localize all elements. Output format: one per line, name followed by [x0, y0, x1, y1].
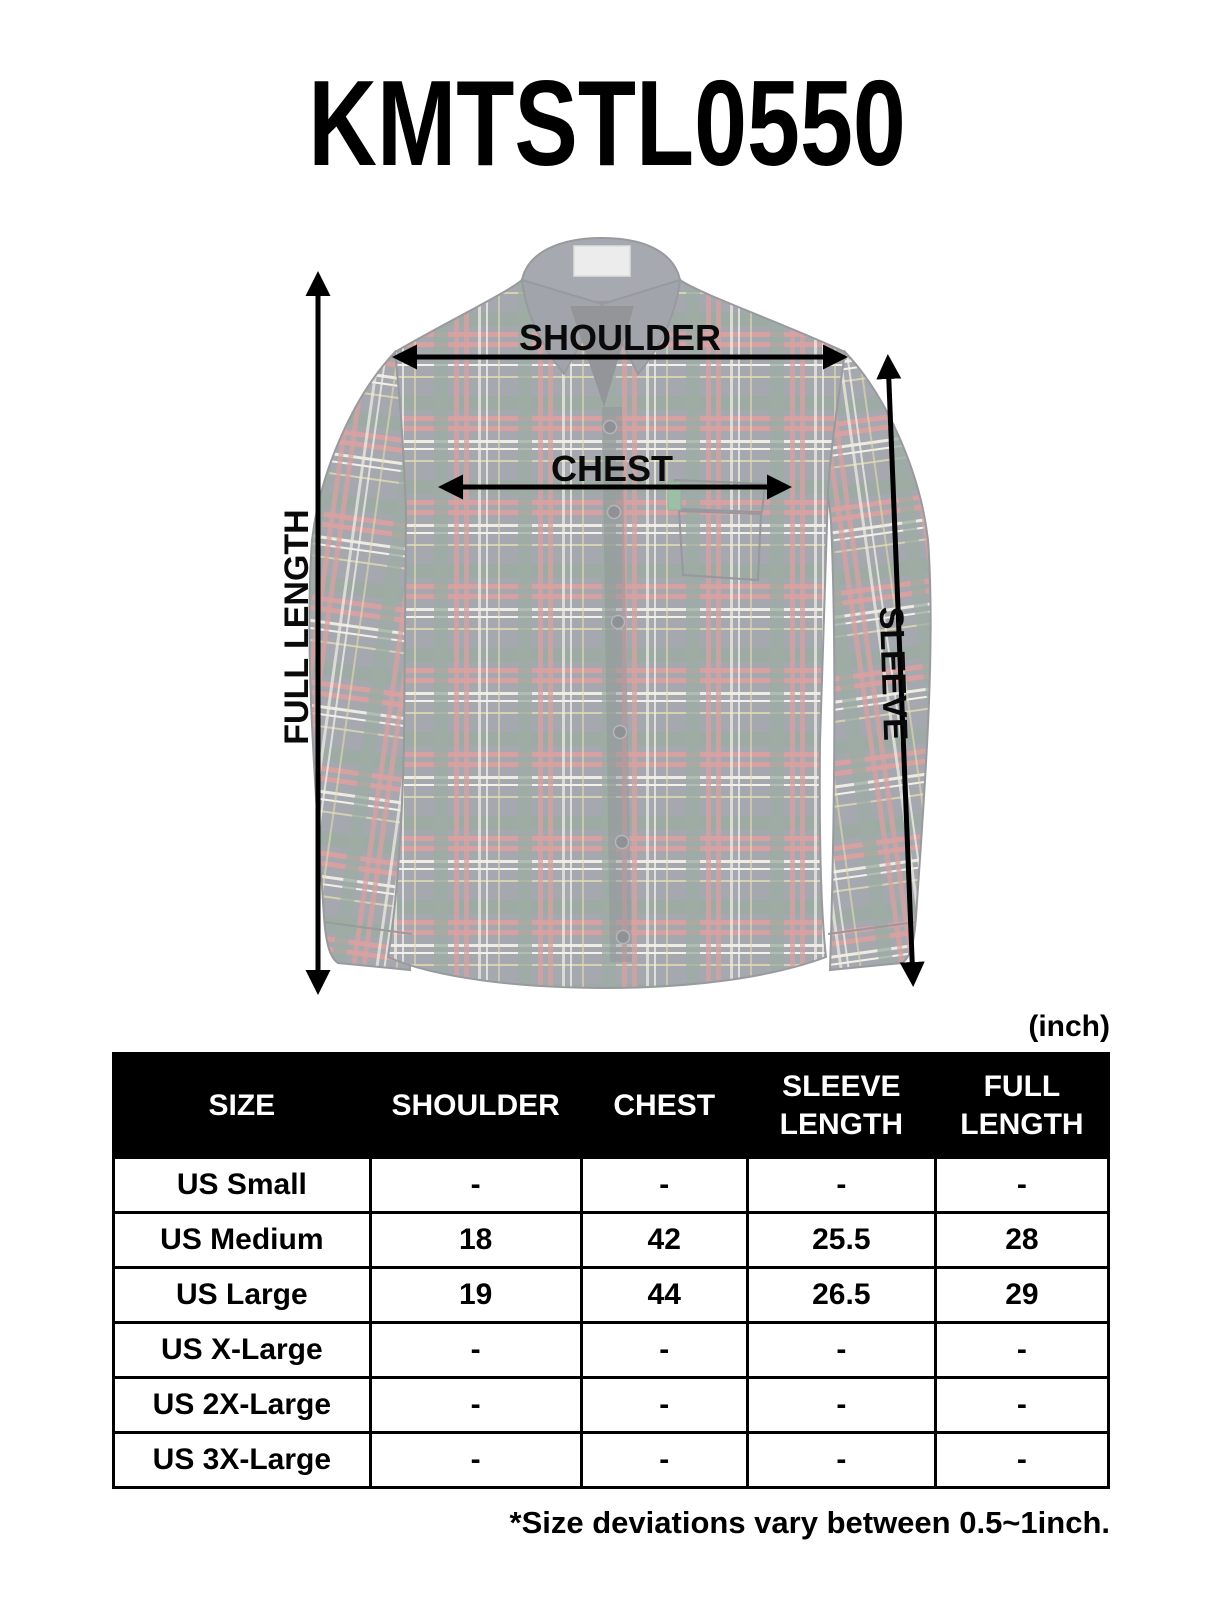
- page-title: KMTSTL0550: [308, 55, 906, 191]
- value-cell: 42: [581, 1213, 747, 1268]
- value-cell: -: [370, 1158, 581, 1213]
- table-row-us-medium: [114, 1213, 1109, 1268]
- size-cell: US 2X-Large: [114, 1378, 371, 1433]
- value-cell: -: [581, 1433, 747, 1488]
- value-cell: -: [370, 1323, 581, 1378]
- value-cell: -: [747, 1378, 935, 1433]
- value-cell: -: [935, 1433, 1108, 1488]
- size-cell: US Small: [114, 1158, 371, 1213]
- value-cell: 25.5: [747, 1213, 935, 1268]
- page-title-wrap: [0, 55, 1214, 191]
- shoulder-label: SHOULDER: [518, 317, 722, 358]
- value-cell: -: [370, 1433, 581, 1488]
- table-row-us-3x-large: [114, 1433, 1109, 1488]
- value-cell: 44: [581, 1268, 747, 1323]
- full-length-label: FULL LENGTH: [278, 509, 316, 745]
- value-cell: -: [935, 1378, 1108, 1433]
- value-cell: -: [747, 1158, 935, 1213]
- value-cell: 18: [370, 1213, 581, 1268]
- collar-care-tag: [574, 246, 630, 276]
- size-cell: US X-Large: [114, 1323, 371, 1378]
- table-row-us-small: [114, 1158, 1109, 1213]
- table-row-us-2x-large: [114, 1378, 1109, 1433]
- value-cell: -: [581, 1378, 747, 1433]
- value-cell: -: [935, 1158, 1108, 1213]
- value-cell: -: [747, 1323, 935, 1378]
- value-cell: -: [581, 1323, 747, 1378]
- size-table-header-row: [114, 1054, 1109, 1158]
- value-cell: -: [370, 1378, 581, 1433]
- shirt-measurement-diagram: [260, 222, 960, 1022]
- size-cell: US Large: [114, 1268, 371, 1323]
- header-cell-size: SIZE: [114, 1054, 371, 1158]
- table-row-us-x-large: [114, 1323, 1109, 1378]
- header-cell-full-length: FULL LENGTH: [935, 1054, 1108, 1158]
- value-cell: -: [935, 1323, 1108, 1378]
- table-row-us-large: [114, 1268, 1109, 1323]
- chest-label: CHEST: [550, 448, 674, 489]
- value-cell: -: [747, 1433, 935, 1488]
- value-cell: 26.5: [747, 1268, 935, 1323]
- sleeve-label: SLEEVE: [871, 605, 915, 742]
- unit-label: (inch): [1028, 1010, 1110, 1043]
- size-table: [112, 1052, 1110, 1489]
- header-cell-chest: CHEST: [581, 1054, 747, 1158]
- value-cell: -: [581, 1158, 747, 1213]
- value-cell: 19: [370, 1268, 581, 1323]
- size-cell: US Medium: [114, 1213, 371, 1268]
- header-cell-sleeve-length: SLEEVE LENGTH: [747, 1054, 935, 1158]
- size-cell: US 3X-Large: [114, 1433, 371, 1488]
- header-cell-shoulder: SHOULDER: [370, 1054, 581, 1158]
- value-cell: 29: [935, 1268, 1108, 1323]
- size-deviation-note: *Size deviations vary between 0.5~1inch.: [509, 1505, 1110, 1540]
- shirt-pocket: [679, 511, 761, 580]
- value-cell: 28: [935, 1213, 1108, 1268]
